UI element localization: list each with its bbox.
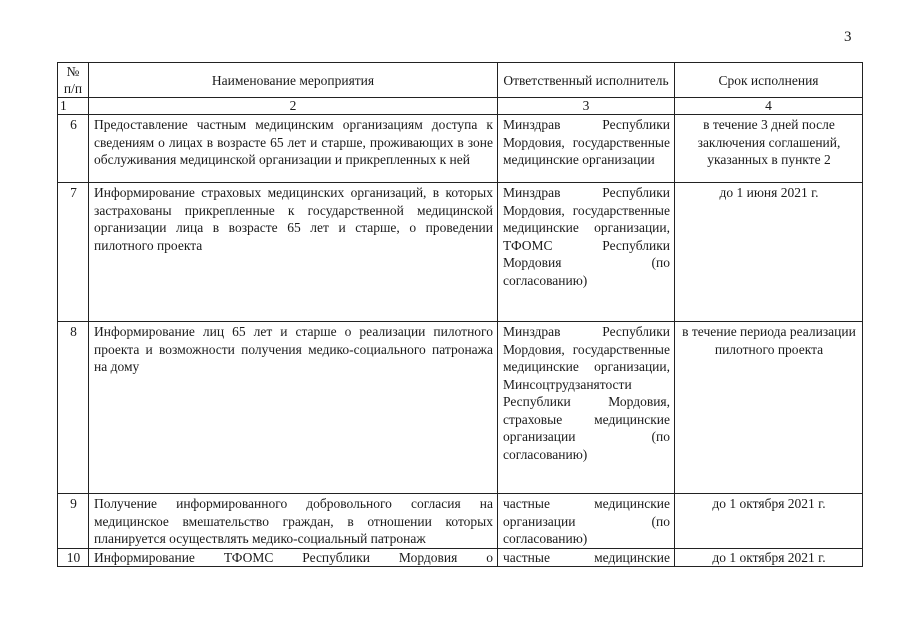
row-num: 7 <box>58 183 89 322</box>
row-num: 6 <box>58 115 89 183</box>
column-number-4: 4 <box>675 98 863 115</box>
column-number-row <box>58 98 863 115</box>
row-num: 8 <box>58 322 89 494</box>
row-deadline: в течение периода реализации пилотного проекта <box>675 322 863 494</box>
row-name: Получение информированного добровольного согласия на медицинское вмешательство граждан, в отношении которых планируется осуществлять медико-социальный патронаж <box>89 494 498 549</box>
column-number-2: 2 <box>89 98 498 115</box>
table-header-row <box>58 63 863 98</box>
header-responsible: Ответственный исполнитель <box>498 63 675 98</box>
table-row <box>58 183 863 322</box>
row-name: Информирование ТФОМС Республики Мордовия о <box>89 548 498 566</box>
row-responsible: Минздрав Республики Мордовия, государственные медицинские организации, Минсоцтрудзанятости Республики Мордовия, страховые медицинские организации (по согласованию) <box>498 322 675 494</box>
table-row <box>58 115 863 183</box>
row-responsible: частные медицинские <box>498 548 675 566</box>
row-deadline: до 1 июня 2021 г. <box>675 183 863 322</box>
table-row <box>58 322 863 494</box>
header-num: № п/п <box>58 63 89 98</box>
row-name: Предоставление частным медицинским организациям доступа к сведениям о лицах в возрасте 65 лет и старше, проживающих в зоне обслуживания медицинской организации и прикрепленных к ней <box>89 115 498 183</box>
header-name: Наименование мероприятия <box>89 63 498 98</box>
activities-table <box>57 62 863 567</box>
page-number: 3 <box>844 29 852 45</box>
row-responsible: частные медицинские организации (по согласованию) <box>498 494 675 549</box>
row-num: 10 <box>58 548 89 566</box>
header-deadline: Срок исполнения <box>675 63 863 98</box>
row-num: 9 <box>58 494 89 549</box>
row-name: Информирование страховых медицинских организаций, в которых застрахованы прикрепленные к государственной медицинской организации лица в возрасте 65 лет и старше, о проведении пилотного проекта <box>89 183 498 322</box>
table-row <box>58 494 863 549</box>
row-deadline: в течение 3 дней после заключения соглашений, указанных в пункте 2 <box>675 115 863 183</box>
row-responsible: Минздрав Республики Мордовия, государственные медицинские организации <box>498 115 675 183</box>
table-row <box>58 548 863 566</box>
column-number-1: 1 <box>58 98 89 115</box>
row-responsible: Минздрав Республики Мордовия, государственные медицинские организации, ТФОМС Республики Мордовия (по согласованию) <box>498 183 675 322</box>
row-name: Информирование лиц 65 лет и старше о реализации пилотного проекта и возможности получения медико-социального патронажа на дому <box>89 322 498 494</box>
column-number-3: 3 <box>498 98 675 115</box>
row-deadline: до 1 октября 2021 г. <box>675 548 863 566</box>
row-deadline: до 1 октября 2021 г. <box>675 494 863 549</box>
